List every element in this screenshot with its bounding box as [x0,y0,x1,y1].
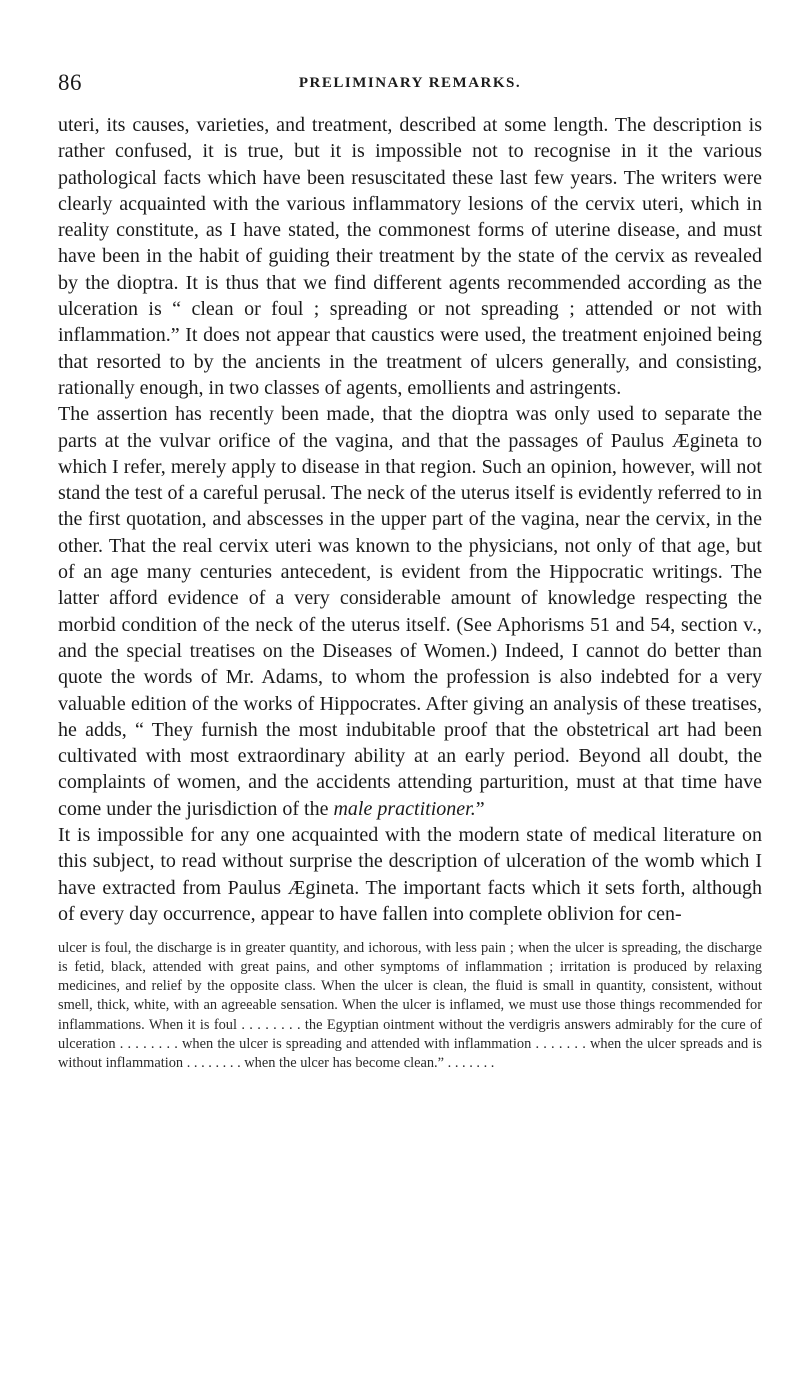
paragraph-1: uteri, its causes, varieties, and treatment, described at some length. The description is rather confused, it is true, but it is impossible not to recognise in it the various pathological facts which have been resuscitated these last few years. The writers were clearly acquainted with the various inflammatory lesions of the cervix uteri, which in reality constitute, as I have stated, the commonest forms of uterine disease, and must have been in the habit of guiding their treatment by the state of the cervix as revealed by the dioptra. It is thus that we find different agents recommended according as the ulceration is “ clean or foul ; spreading or not spreading ; attended or not with inflammation.” It does not appear that caustics were used, the treatment enjoined being that resorted to by the ancients in the treatment of ulcers generally, and consisting, rationally enough, in two classes of agents, emollients and astringents. [58,114,762,399]
italic-phrase: male practitioner. [333,797,476,820]
book-page [58,0,762,1073]
page-number: 86 [58,70,82,95]
running-head: PRELIMINARY REMARKS. [298,75,522,91]
footnote [58,939,762,1073]
closing-quote: ” [475,797,485,820]
paragraph-3: It is impossible for any one acquainted with the modern state of medical literature on this subject, to read without surprise the description of ulceration of the womb which I have extracted from Paulus Ægineta. The important facts which it sets forth, although of every day occurrence, appear to have fallen into complete oblivion for cen- [58,824,762,925]
main-text [58,112,762,927]
paragraph-2-text: The assertion has recently been made, that the dioptra was only used to separate the parts at the vulvar orifice of the vagina, and that the passages of Paulus Ægineta to which I refer, merely apply to disease in that region. Such an opinion, however, will not stand the test of a careful perusal. The neck of the uterus itself is evidently referred to in the first quotation, and abscesses in the upper part of the vagina, near the cervix, in the other. That the real cervix uteri was known to the physicians, not only of that age, but of an age many centuries antecedent, is evident from the Hippocratic writings. The latter afford evidence of a very considerable amount of knowledge respecting the morbid condition of the neck of the uterus itself. (See Aphorisms 51 and 54, section v., and the special treatises on the Diseases of Women.) Indeed, I cannot do better than quote the words of Mr. Adams, to whom the profession is also indebted for a very valuable edition of the works of Hippocrates. After giving an analysis of these treatises, he adds, “ They furnish the most indubitable proof that the obstetrical art had been cultivated with most extraordinary ability at an early period. Beyond all doubt, the complaints of women, and the accidents attending parturition, must at that time have come under the jurisdiction of the [58,403,762,820]
footnote-text: ulcer is foul, the discharge is in greater quantity, and ichorous, with less pain ; when the ulcer is spreading, the discharge is fetid, black, attended with great pains, and other symptoms of inflammation ; irritation is produced by relaxing medicines, and relief by the opposite class. When the ulcer is clean, the fluid is small in quantity, consistent, without smell, thick, white, with an agreeable sensation. When the ulcer is inflamed, we must use those things recommended for inflammations. When it is foul . . . . . . . . the Egyptian ointment without the verdigris answers admirably for the cure of ulceration . . . . . . . . when the ulcer is spreading and attended with inflammation . . . . . . . when the ulcer spreads and is without inflammation . . . . . . . . when the ulcer has become clean.” . . . . . . . [58,940,762,1071]
page-header [58,0,762,100]
paragraph-2 [58,401,762,822]
